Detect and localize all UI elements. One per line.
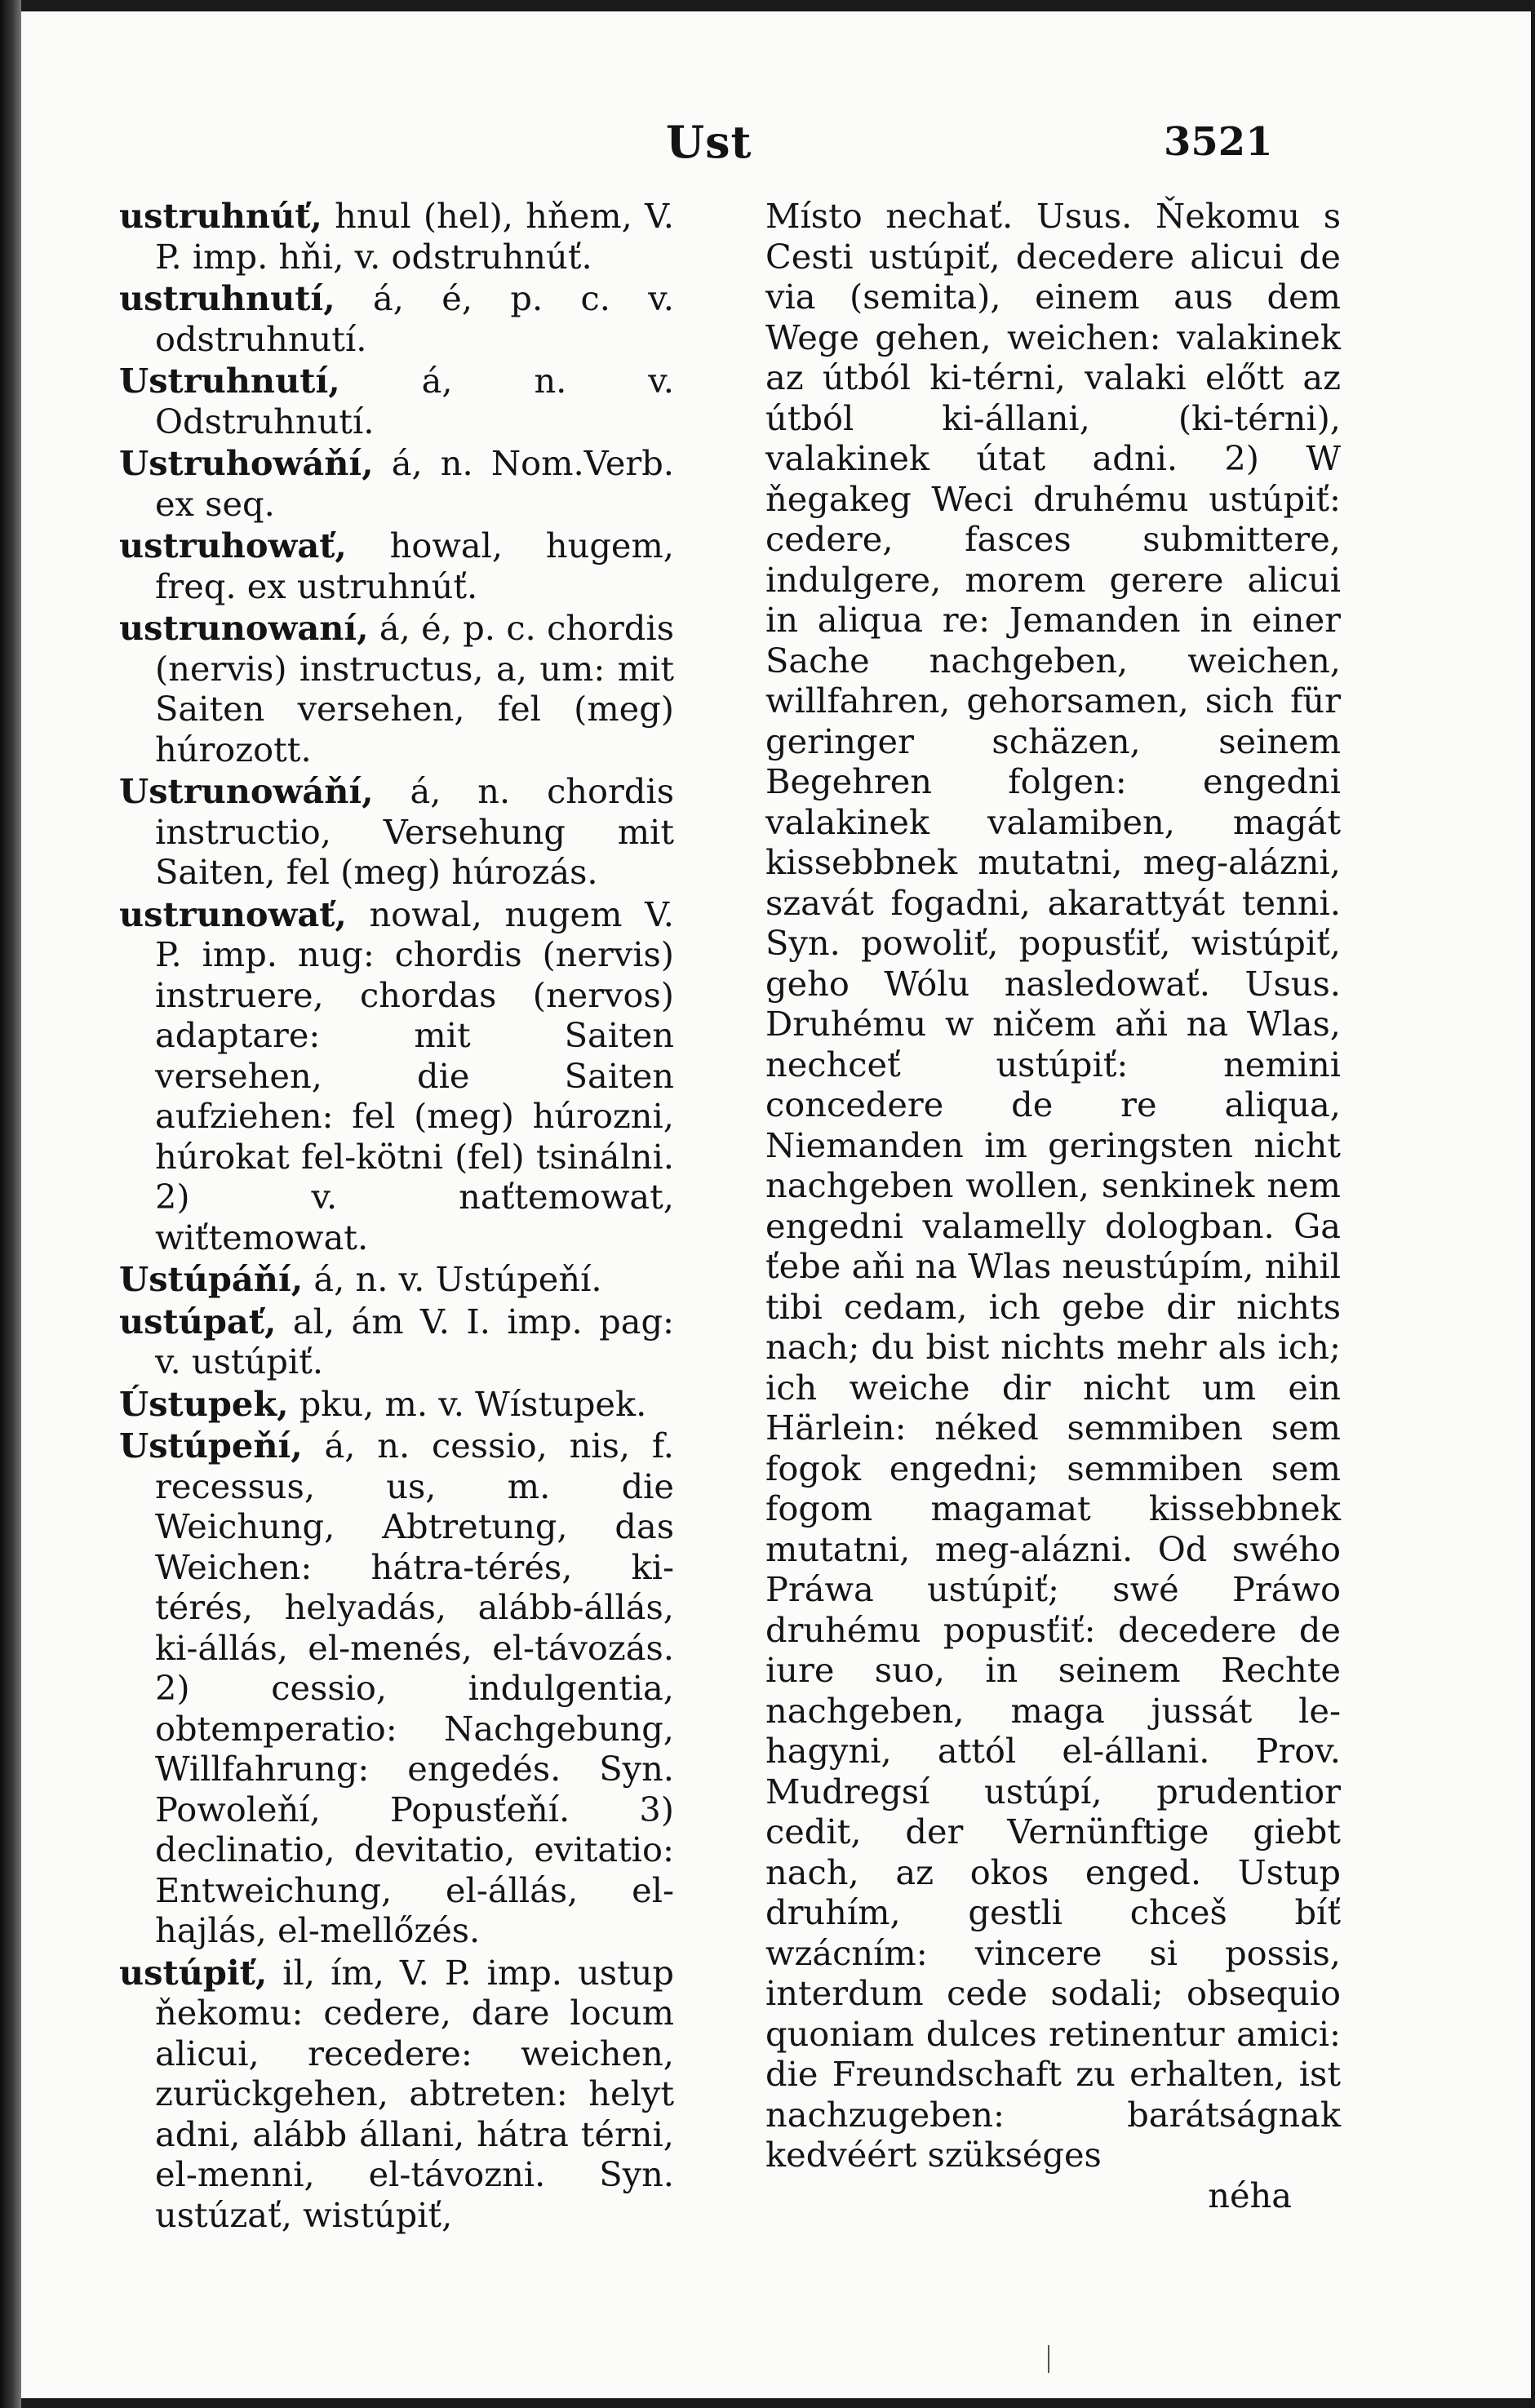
running-head: Ust [666,116,752,168]
right-column [765,196,1341,2215]
entry-body: á, n. v. Ustúpeňí. [303,1259,602,1299]
headword: ustúpiť, [119,1952,268,1993]
headword: Ustúpeňí, [119,1426,303,1466]
entry-body: á, n. v. Odstruhnutí. [155,361,674,441]
headword: ustruhowať, [119,526,347,565]
headword: Ustruhowáňí, [119,443,374,483]
dictionary-entry [119,894,674,1258]
dictionary-entry [119,771,674,893]
dictionary-entry [119,1384,674,1425]
page-number: 3521 [1164,119,1273,165]
headword: ustruhnutí, [119,278,335,318]
headword: ustrunowať, [119,894,347,934]
entry-body: howal, hugem, freq. ex ustruhnúť. [155,526,674,606]
entry-continuation: Místo nechať. Usus. Ňekomu s Cesti ustúpiť, decedere alicui de via (semita), einem aus dem Wege gehen, weichen: valakinek az útból ki-térni, valaki előtt az útból ki-állani, (ki-térni), valakinek útat adni. 2) W ňegakeg Weci druhému ustúpiť: cedere, fasces submittere, indulgere, morem gerere alicui in aliqua re: Jemanden in einer Sache nachgeben, weichen, willfahren, gehorsamen, sich für geringer schäzen, seinem Begehren folgen: engedni valakinek valamiben, magát kissebbnek mutatni, meg-alázni, szavát fogadni, akarattyát tenni. Syn. powoliť, popusťiť, wistúpiť, geho Wólu nasledowať. Usus. Druhému w ničem aňi na Wlas, nechceť ustúpiť: nemini concedere de re aliqua, Niemanden im geringsten nicht nachgeben wollen, senkinek nem engedni valamelly dologban. Ga ťebe aňi na Wlas neustúpím, nihil tibi cedam, ich gebe dir nichts nach; du bist nichts mehr als ich; ich weiche dir nicht um ein Härlein: néked semmiben sem fogok engedni; semmiben sem fogom magamat kissebbnek mutatni, meg-alázni. Od swého Práwa ustúpiť; swé Práwo druhému popusťiť: decedere de iure suo, in seinem Rechte nachgeben, maga jussát le-hagyni, attól el-állani. Prov. Mudregsí ustúpí, prudentior cedit, der Vernünftige giebt nach, az okos enged. Ustup druhím, gestli chceš bíť wzácním: vincere si possis, interdum cede sodali; obsequio quoniam dulces retinentur amici: die Freundschaft zu erhalten, ist nachzugeben: barátságnak kedvéért szükséges [765,196,1341,2175]
headword: ustruhnúť, [119,196,322,236]
dictionary-entry [119,1259,674,1300]
headword: ustrunowaní, [119,608,369,648]
entry-body: il, ím, V. P. imp. ustup ňekomu: cedere, dare locum alicui, recedere: weichen, zurückgehen, abtreten: helyt adni, alább állani, hátra térni, el-menni, el-távozni. Syn. ustúzať, wistúpiť, [155,1952,674,2235]
entry-body: á, n. chordis instructio, Versehung mit Saiten, fel (meg) húrozás. [155,771,674,892]
entry-body: á, n. cessio, nis, f. recessus, us, m. die Weichung, Abtretung, das Weichen: hátra-térés, ki-térés, helyadás, alább-állás, ki-állás, el-menés, el-távozás. 2) cessio, indulgentia, obtemperatio: Nachgebung, Willfahrung: engedés. Syn. Powoleňí, Popusťeňí. 3) declinatio, devitatio, evitatio: Entweichung, el-állás, el-hajlás, el-mellőzés. [155,1426,674,1950]
headword: ustúpať, [119,1301,277,1341]
headword: Ustrunowáňí, [119,771,374,811]
dictionary-entry [119,1426,674,1951]
dictionary-page [21,11,1531,2398]
left-column [119,196,674,2235]
page-foot-mark [1048,2345,1049,2373]
page-header [21,116,1531,181]
page-edge-shadow [0,0,21,2408]
entry-body: nowal, nugem V. P. imp. nug: chordis (nervis) instruere, chordas (nervos) adaptare: mit Saiten versehen, die Saiten aufziehen: fel (meg) húrozni, húrokat fel-kötni (fel) tsinálni. 2) v. naťtemowat, wiťtemowat. [155,894,674,1257]
dictionary-entry [119,361,674,441]
entry-body: á, n. Nom.Verb. ex seq. [155,443,674,524]
dictionary-entry [119,196,674,277]
dictionary-entry [119,1953,674,2236]
dictionary-entry [119,1302,674,1382]
entry-body: á, é, p. c. v. odstruhnutí. [155,278,674,359]
headword: Ustúpáňí, [119,1259,304,1299]
entry-body: al, ám V. I. imp. pag: v. ustúpiť. [155,1301,674,1381]
dictionary-entry [119,526,674,606]
dictionary-entry [119,278,674,359]
entry-body: hnul (hel), hňem, V. P. imp. hňi, v. odstruhnúť. [155,196,674,277]
entry-body: pku, m. v. Wístupek. [288,1383,647,1424]
dictionary-entry [119,608,674,769]
entry-body: á, é, p. c. chordis (nervis) instructus, a, um: mit Saiten versehen, fel (meg) húrozott. [155,608,674,769]
dictionary-entry [119,443,674,524]
catchword: néha [1208,2175,1292,2215]
headword: Ústupek, [119,1383,289,1424]
headword: Ustruhnutí, [119,361,340,401]
